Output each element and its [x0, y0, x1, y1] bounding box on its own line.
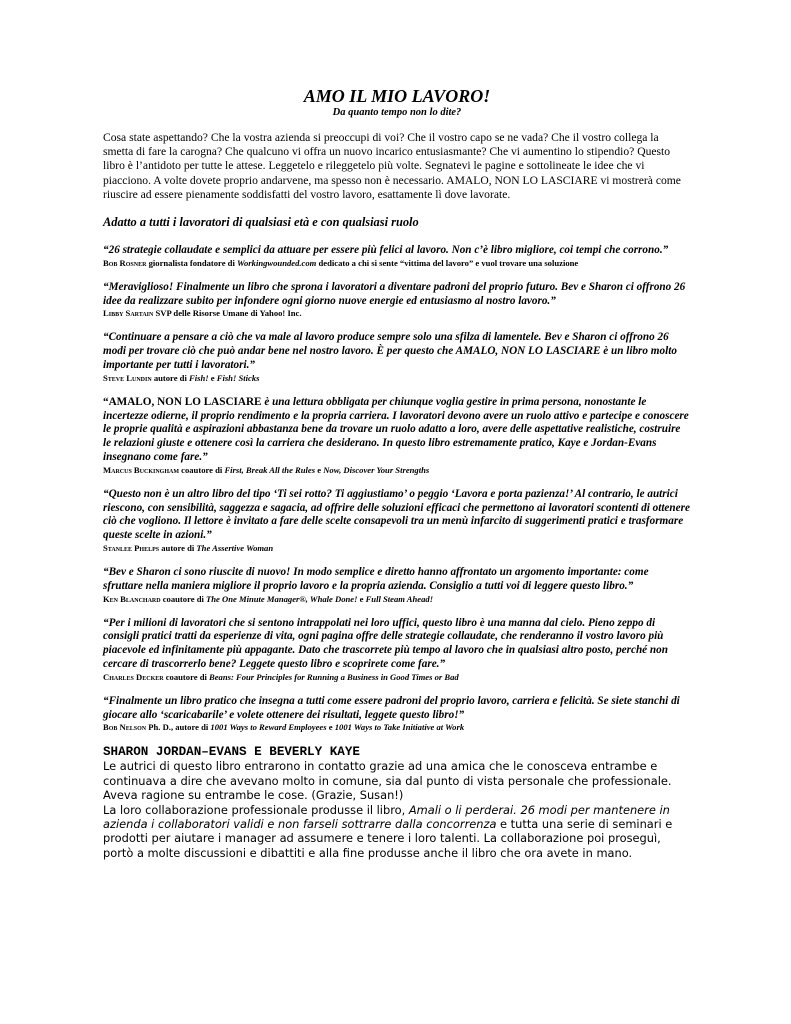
- work-title: The One Minute Manager®, Whale Done!: [206, 593, 358, 604]
- attribution-text: e: [315, 464, 324, 475]
- audience-heading: Adatto a tutti i lavoratori di qualsiasi età e con qualsiasi ruolo: [103, 215, 419, 230]
- work-title: The Assertive Woman: [196, 542, 274, 553]
- reviewer-name: Stanlee Phelps: [103, 542, 160, 553]
- work-title: Beans: Four Principles for Running a Business in Good Times or Bad: [209, 671, 459, 682]
- authors-bio-paragraph-2: [103, 803, 691, 861]
- bio-book-title: Amali o li perderai. 26 modi per mantenere in azienda i collaboratori validi e non farseli sottrarre dalla concorrenza: [103, 802, 670, 831]
- page-title: AMO IL MIO LAVORO!: [303, 86, 491, 106]
- review-attribution: [103, 672, 691, 683]
- work-title: Fish! Sticks: [216, 372, 260, 383]
- review-attribution: [103, 373, 691, 384]
- attribution-text: e: [357, 593, 366, 604]
- attribution-text: e: [208, 372, 217, 383]
- work-title: Full Steam Ahead!: [365, 593, 434, 604]
- authors-bio-paragraph-1: Le autrici di questo libro entrarono in contatto grazie ad una amica che le conosceva entrambe e continuava a dire che avevano molto in comune, sia dal punto di vista personale che professionale. Aveva ragione su entrambe le cose. (Grazie, Susan!): [103, 759, 672, 803]
- review-quote: [103, 244, 691, 258]
- attribution-text: coautore di: [179, 464, 225, 475]
- review-attribution: [103, 543, 691, 554]
- review-quote: [103, 396, 691, 465]
- work-title: 1001 Ways to Reward Employees: [210, 722, 327, 733]
- review-quote: [103, 331, 691, 372]
- quote-text: “Per i milioni di lavoratori che si sentono intrappolati nei loro uffici, questo libro è una manna dal cielo. Pieno zeppo di consigli pratici tratti da esperienze di vita, ogni pagina offre delle strategie collaudate, che renderanno il vostro lavoro più piacevole ed infinitamente più appagante. Dato che trascorrete più tempo al lavoro che in qualsiasi altro posto, perché non cercare di trascorrerlo bene? Leggete questo libro e scoprirete come fare.”: [103, 616, 668, 670]
- quote-text: è una lettura obbligata per chiunque voglia gestire in prima persona, nonostante le incertezze odierne, il proprio rendimento e la propria carriera. I lavoratori devono avere un ruolo attivo e partecipe e conoscere le proprie qualità e aspirazioni abbastanza bene da trovare un ruolo adatto a loro, avere delle aspettative realistiche, costruire le relazioni giuste e ottenere così la carriera che desiderano. In questo libro estremamente pratico, Kaye e Jordan-Evans insegnano come fare.”: [103, 395, 689, 463]
- quote-text: “26 strategie collaudate e semplici da attuare per essere più felici al lavoro. Non c’è libro migliore, coi tempi che corrono.”: [103, 244, 669, 257]
- reviewer-name: Bob Rosner: [103, 257, 147, 268]
- quote-text: “Meraviglioso! Finalmente un libro che sprona i lavoratori a diventare padroni del proprio futuro. Bev e Sharon ci offrono 26 idee da realizzare subito per infondere ogni giorno nuove energie ed entusiasmo al nostro lavoro.”: [103, 280, 686, 307]
- page-subtitle: Da quanto tempo non lo dite?: [332, 107, 462, 118]
- reviewer-name: Charles Decker: [103, 671, 164, 682]
- quote-text: “Bev e Sharon ci sono riuscite di nuovo! In modo semplice e diretto hanno affrontato un argomento importante: come sfruttare nella maniera migliore il proprio lavoro e la propria azienda. Consiglio a tutti voi di leggere questo libro.”: [103, 565, 649, 592]
- review-quote: [103, 488, 691, 543]
- reviews-list: [103, 244, 691, 733]
- document-page: [103, 86, 691, 860]
- review-1: [103, 244, 691, 269]
- work-title: Fish!: [189, 372, 209, 383]
- attribution-text: giornalista fondatore di: [146, 257, 237, 268]
- authors-heading: SHARON JORDAN–EVANS E BEVERLY KAYE: [103, 745, 360, 760]
- work-title: First, Break All the Rules: [224, 464, 316, 475]
- review-attribution: [103, 465, 691, 476]
- review-attribution: [103, 258, 691, 269]
- reviewer-name: Libby Sartain: [103, 308, 154, 319]
- reviewer-name: Ken Blanchard: [103, 593, 161, 604]
- review-attribution: [103, 594, 691, 605]
- bio-text: La loro collaborazione professionale produsse il libro,: [103, 802, 409, 817]
- reviewer-name: Steve Lundin: [103, 372, 152, 383]
- review-5: [103, 488, 691, 554]
- attribution-text: SVP delle Risorse Umane di Yahoo! Inc.: [153, 308, 302, 319]
- review-attribution: [103, 308, 691, 319]
- attribution-text: dedicato a chi si sente “vittima del lavoro” e vuol trovare una soluzione: [316, 257, 579, 268]
- attribution-text: autore di: [151, 372, 189, 383]
- attribution-text: Ph. D., autore di: [146, 722, 211, 733]
- review-quote: [103, 566, 691, 594]
- review-4: [103, 396, 691, 476]
- review-8: [103, 695, 691, 734]
- attribution-text: autore di: [159, 542, 197, 553]
- review-attribution: [103, 722, 691, 733]
- quote-text: “Questo non è un altro libro del tipo ‘Ti sei rotto? Ti aggiustiamo’ o peggio ‘Lavora e porta pazienza!’ Al contrario, le autrici riescono, con sensibilità, saggezza e sagacia, ad offrire delle soluzioni efficaci che permettono ai lavoratori scontenti di ottenere ciò che vogliono. Il lettore è invitato a fare delle scelte consapevoli tra un menù infarcito di suggerimenti pratici e trasformare queste scelte in azioni.”: [103, 487, 690, 542]
- review-quote: [103, 281, 691, 309]
- bio-text: e tutta una serie di seminari e prodotti per aiutare i manager ad assumere e tenere i loro talenti. La collaborazione poi proseguì, portò a molte discussioni e dibattiti e alla fine produsse anche il libro che ora avete in mano.: [103, 816, 673, 860]
- work-title: 1001 Ways to Take Initiative at Work: [334, 722, 465, 733]
- quote-text: “Continuare a pensare a ciò che va male al lavoro produce sempre solo una sfilza di lamentele. Bev e Sharon ci offrono 26 modi per trovare ciò che può andar bene nel nostro lavoro. È per questo che AMALO, NON LO LASCIARE è un libro molto importante per tutti i lavoratori.”: [103, 331, 677, 371]
- reviewer-name: Bob Nelson: [103, 722, 147, 733]
- work-title: Now, Discover Your Strengths: [323, 464, 430, 475]
- quote-lead: “AMALO, NON LO LASCIARE: [103, 395, 262, 408]
- review-2: [103, 281, 691, 320]
- work-title: Workingwounded.com: [237, 257, 317, 268]
- review-3: [103, 331, 691, 383]
- review-quote: [103, 695, 691, 723]
- review-7: [103, 617, 691, 683]
- review-6: [103, 566, 691, 605]
- intro-paragraph: Cosa state aspettando? Che la vostra azienda si preoccupi di voi? Che il vostro capo se ne vada? Che il vostro collega la smetta di fare la carogna? Che qualcuno vi offra un nuovo incarico entusiasmante? Che vi aumentino lo stipendio? Questo libro è l’antidoto per tutte le attese. Leggetelo e rileggetelo più volte. Segnatevi le pagine e sottolineate le idee che vi piacciono. A volte dovete proprio andarvene, ma spesso non è necessario. AMALO, NON LO LASCIARE vi mostrerà come riuscire ad essere pienamente soddisfatti del vostro lavoro, esattamente lì dove lavorate.: [103, 131, 681, 201]
- attribution-text: e: [326, 722, 335, 733]
- attribution-text: coautore di: [160, 593, 207, 604]
- attribution-text: coautore di: [163, 671, 210, 682]
- quote-text: “Finalmente un libro pratico che insegna a tutti come essere padroni del proprio lavoro, carriera e felicità. Se siete stanchi di giocare allo ‘scaricabarile’ e volete ottenere dei risultati, leggete questo libro!”: [103, 694, 680, 721]
- reviewer-name: Marcus Buckingham: [103, 464, 179, 475]
- review-quote: [103, 617, 691, 672]
